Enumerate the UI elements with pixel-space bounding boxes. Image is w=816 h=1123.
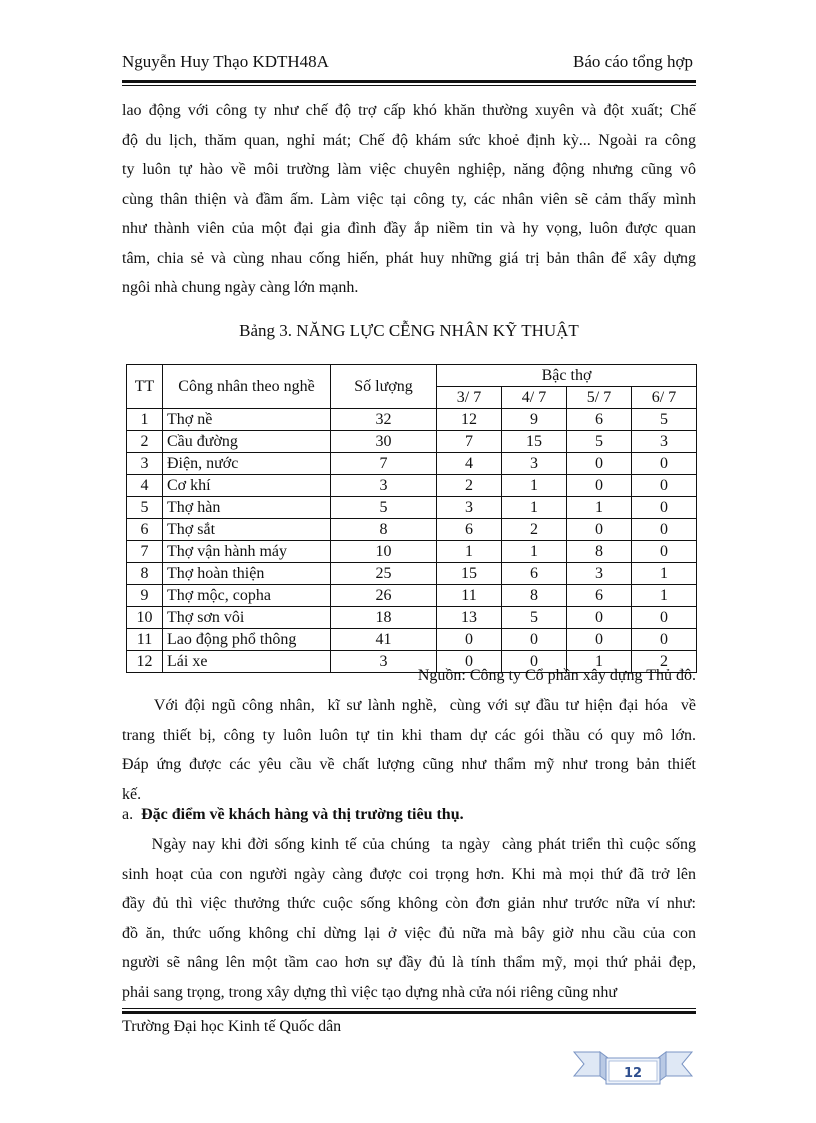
cell-grade-4: 6 xyxy=(502,563,567,585)
cell-count: 30 xyxy=(331,431,437,453)
page-header xyxy=(122,48,693,76)
cell-tt: 7 xyxy=(127,541,163,563)
cell-grade-3: 4 xyxy=(437,453,502,475)
cell-grade-5: 0 xyxy=(567,519,632,541)
cell-grade-5: 0 xyxy=(567,607,632,629)
table-header-row xyxy=(127,365,697,387)
header-grade: 6/ 7 xyxy=(632,387,697,409)
text-line: ty luôn tự hào về môi trường làm việc chuyên nghiệp, năng động nhưng cũng vô xyxy=(122,161,696,178)
cell-trade: Cầu đường xyxy=(163,431,331,453)
cell-count: 7 xyxy=(331,453,437,475)
header-grade: 3/ 7 xyxy=(437,387,502,409)
cell-trade: Lái xe xyxy=(163,651,331,673)
cell-count: 3 xyxy=(331,475,437,497)
cell-grade-5: 6 xyxy=(567,585,632,607)
page-number-badge xyxy=(570,1024,696,1096)
cell-tt: 12 xyxy=(127,651,163,673)
cell-grade-6: 5 xyxy=(632,409,697,431)
cell-grade-3: 2 xyxy=(437,475,502,497)
cell-grade-4: 1 xyxy=(502,541,567,563)
cell-tt: 3 xyxy=(127,453,163,475)
cell-grade-6: 0 xyxy=(632,519,697,541)
table-row xyxy=(127,541,697,563)
section-heading-prefix: a. xyxy=(122,806,134,823)
cell-grade-3: 15 xyxy=(437,563,502,585)
text-line: lao động với công ty như chế độ trợ cấp khó khăn thường xuyên và đột xuất; Chế xyxy=(122,102,696,119)
header-grade: 5/ 7 xyxy=(567,387,632,409)
text-line: Với đội ngũ công nhân, kĩ sư lành nghề, cùng với sự đầu tư hiện đại hóa về xyxy=(122,697,696,714)
cell-grade-3: 0 xyxy=(437,651,502,673)
cell-grade-3: 1 xyxy=(437,541,502,563)
cell-grade-5: 0 xyxy=(567,629,632,651)
header-grade: 4/ 7 xyxy=(502,387,567,409)
cell-trade: Cơ khí xyxy=(163,475,331,497)
cell-tt: 5 xyxy=(127,497,163,519)
cell-count: 10 xyxy=(331,541,437,563)
table-row xyxy=(127,431,697,453)
cell-trade: Thợ hàn xyxy=(163,497,331,519)
footer-rule-thin xyxy=(122,1008,696,1009)
table-row xyxy=(127,585,697,607)
cell-tt: 8 xyxy=(127,563,163,585)
cell-grade-3: 6 xyxy=(437,519,502,541)
cell-grade-4: 8 xyxy=(502,585,567,607)
table-source: Nguồn: Công ty Cổ phần xây dựng Thủ đô. xyxy=(417,667,696,684)
header-rule-thin xyxy=(122,85,696,86)
cell-trade: Thợ mộc, copha xyxy=(163,585,331,607)
table-row xyxy=(127,409,697,431)
cell-grade-5: 3 xyxy=(567,563,632,585)
cell-grade-4: 2 xyxy=(502,519,567,541)
intro-paragraph xyxy=(122,96,696,303)
cell-trade: Thợ sắt xyxy=(163,519,331,541)
cell-grade-3: 3 xyxy=(437,497,502,519)
table-row xyxy=(127,563,697,585)
text-line: Ngày nay khi đời sống kinh tế của chúng ta ngày càng phát triển thì cuộc sống xyxy=(122,836,696,853)
cell-grade-5: 0 xyxy=(567,453,632,475)
cell-grade-4: 3 xyxy=(502,453,567,475)
header-trade: Công nhân theo nghề xyxy=(163,365,331,409)
cell-tt: 2 xyxy=(127,431,163,453)
table-row xyxy=(127,497,697,519)
table-body xyxy=(127,409,697,673)
cell-trade: Thợ vận hành máy xyxy=(163,541,331,563)
text-line: ngôi nhà chung ngày càng lớn mạnh. xyxy=(122,279,359,296)
section-heading-text: Đặc điểm về khách hàng và thị trường tiêu thụ. xyxy=(141,806,464,823)
cell-tt: 1 xyxy=(127,409,163,431)
cell-grade-4: 15 xyxy=(502,431,567,453)
table-row xyxy=(127,607,697,629)
header-author: Nguyễn Huy Thạo KDTH48A xyxy=(122,52,329,71)
cell-tt: 4 xyxy=(127,475,163,497)
text-line: như thành viên của một đại gia đình đầy ắp niềm tin và hy vọng, luôn được quan xyxy=(122,220,696,237)
cell-grade-6: 0 xyxy=(632,541,697,563)
cell-count: 25 xyxy=(331,563,437,585)
scroll-banner-icon xyxy=(570,1024,696,1096)
cell-trade: Thợ nề xyxy=(163,409,331,431)
header-tt: TT xyxy=(127,365,163,409)
cell-grade-5: 1 xyxy=(567,651,632,673)
cell-grade-6: 1 xyxy=(632,585,697,607)
table-row xyxy=(127,629,697,651)
header-rule-thick xyxy=(122,80,696,83)
text-line: Đáp ứng được các yêu cầu về chất lượng cũng như thẩm mỹ như trong bản thiết xyxy=(122,756,696,773)
cell-grade-5: 0 xyxy=(567,475,632,497)
table-row xyxy=(127,519,697,541)
workers-table xyxy=(126,364,697,673)
header-grade-group: Bậc thợ xyxy=(437,365,697,387)
customer-paragraph xyxy=(122,830,696,1007)
text-line: kế. xyxy=(122,785,142,803)
cell-grade-6: 2 xyxy=(632,651,697,673)
footer-school: Trường Đại học Kinh tế Quốc dân xyxy=(122,1018,342,1035)
cell-tt: 9 xyxy=(127,585,163,607)
text-line: trang thiết bị, công ty luôn luôn tự tin khi tham dự các gói thầu có quy mô lớn. xyxy=(122,726,696,744)
text-line: đầy đủ thì việc thưởng thức cuộc sống không còn đơn giản như trước nữa ví như: xyxy=(122,895,696,912)
table-title: Bảng 3. NĂNG LỰC CỄNG NHÂN KỸ THUẬT xyxy=(239,321,579,340)
cell-grade-6: 0 xyxy=(632,475,697,497)
footer-rule-thick xyxy=(122,1011,696,1014)
cell-count: 5 xyxy=(331,497,437,519)
text-line: người sẽ nâng lên một tầm cao hơn sự đầy đủ là tính thẩm mỹ, mọi thứ phải đẹp, xyxy=(122,954,696,971)
text-line: tâm, chia sẻ và cùng nhau cống hiến, phát huy những giá trị bản thân để xây dựng xyxy=(122,249,696,267)
cell-trade: Điện, nước xyxy=(163,453,331,475)
cell-grade-3: 7 xyxy=(437,431,502,453)
cell-grade-3: 0 xyxy=(437,629,502,651)
text-line: cùng thân thiện và đầm ấm. Làm việc tại công ty, các nhân viên sẽ cảm thấy mình xyxy=(122,190,696,208)
cell-grade-4: 9 xyxy=(502,409,567,431)
header-count: Số lượng xyxy=(331,365,437,409)
cell-grade-3: 11 xyxy=(437,585,502,607)
cell-grade-6: 3 xyxy=(632,431,697,453)
table-row xyxy=(127,475,697,497)
cell-trade: Lao động phổ thông xyxy=(163,629,331,651)
cell-grade-6: 0 xyxy=(632,629,697,651)
cell-grade-3: 12 xyxy=(437,409,502,431)
cell-grade-5: 5 xyxy=(567,431,632,453)
cell-count: 3 xyxy=(331,651,437,673)
cell-trade: Thợ hoàn thiện xyxy=(163,563,331,585)
table-row xyxy=(127,453,697,475)
text-line: độ du lịch, thăm quan, nghỉ mát; Chế độ khám sức khoẻ định kỳ... Ngoài ra công xyxy=(122,131,696,149)
cell-count: 41 xyxy=(331,629,437,651)
cell-count: 8 xyxy=(331,519,437,541)
cell-grade-6: 0 xyxy=(632,497,697,519)
cell-grade-4: 0 xyxy=(502,629,567,651)
cell-grade-6: 0 xyxy=(632,607,697,629)
cell-grade-5: 8 xyxy=(567,541,632,563)
capability-paragraph xyxy=(122,691,696,809)
cell-grade-4: 5 xyxy=(502,607,567,629)
page-number: 12 xyxy=(623,1066,643,1081)
cell-trade: Thợ sơn vôi xyxy=(163,607,331,629)
cell-grade-5: 1 xyxy=(567,497,632,519)
cell-tt: 10 xyxy=(127,607,163,629)
cell-tt: 6 xyxy=(127,519,163,541)
header-report-title: Báo cáo tổng hợp xyxy=(573,52,693,71)
cell-grade-5: 6 xyxy=(567,409,632,431)
cell-tt: 11 xyxy=(127,629,163,651)
text-line: đồ ăn, thức uống không chỉ dừng lại ở việc đủ nữa mà bây giờ nhu cầu của con xyxy=(122,924,696,942)
text-line: sinh hoạt của con người ngày càng được coi trọng hơn. Khi mà mọi thứ đã trở lên xyxy=(122,865,696,883)
cell-grade-6: 0 xyxy=(632,453,697,475)
cell-grade-3: 13 xyxy=(437,607,502,629)
cell-grade-4: 1 xyxy=(502,497,567,519)
cell-count: 32 xyxy=(331,409,437,431)
cell-grade-4: 1 xyxy=(502,475,567,497)
text-line: phải sang trọng, trong xây dựng thì việc tạo dựng nhà cửa nói riêng cũng như xyxy=(122,983,618,1001)
section-heading xyxy=(122,806,464,824)
cell-count: 18 xyxy=(331,607,437,629)
cell-count: 26 xyxy=(331,585,437,607)
cell-grade-6: 1 xyxy=(632,563,697,585)
cell-grade-4: 0 xyxy=(502,651,567,673)
